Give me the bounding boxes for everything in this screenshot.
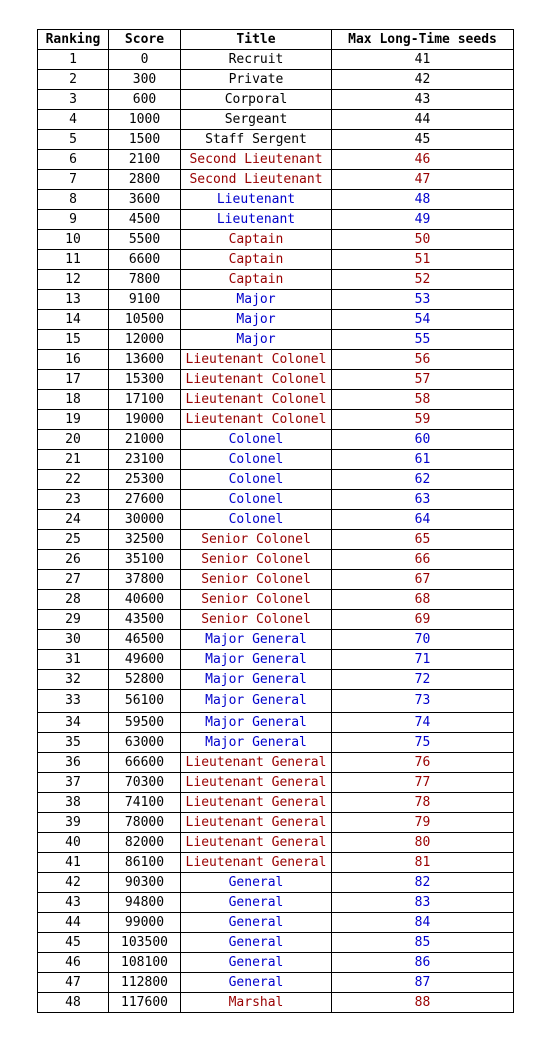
title-cell: Lieutenant General: [181, 773, 332, 793]
seeds-cell: 46: [332, 150, 514, 170]
title-cell: General: [181, 893, 332, 913]
title-cell: Lieutenant Colonel: [181, 370, 332, 390]
seeds-cell: 59: [332, 410, 514, 430]
ranking-cell: 38: [38, 793, 109, 813]
score-cell: 37800: [109, 570, 181, 590]
score-cell: 78000: [109, 813, 181, 833]
seeds-cell: 56: [332, 350, 514, 370]
title-cell: Marshal: [181, 993, 332, 1013]
ranking-cell: 3: [38, 90, 109, 110]
title-cell: Major General: [181, 733, 332, 753]
seeds-cell: 54: [332, 310, 514, 330]
table-row: [38, 510, 514, 530]
score-cell: 86100: [109, 853, 181, 873]
title-cell: Sergeant: [181, 110, 332, 130]
ranking-cell: 19: [38, 410, 109, 430]
title-cell: Lieutenant General: [181, 793, 332, 813]
score-cell: 103500: [109, 933, 181, 953]
score-cell: 46500: [109, 630, 181, 650]
score-cell: 10500: [109, 310, 181, 330]
title-cell: Corporal: [181, 90, 332, 110]
ranking-cell: 35: [38, 733, 109, 753]
table-row: [38, 230, 514, 250]
score-cell: 74100: [109, 793, 181, 813]
seeds-cell: 85: [332, 933, 514, 953]
table-row: [38, 270, 514, 290]
score-cell: 27600: [109, 490, 181, 510]
table-row: [38, 813, 514, 833]
score-cell: 21000: [109, 430, 181, 450]
title-cell: General: [181, 913, 332, 933]
ranking-cell: 27: [38, 570, 109, 590]
seeds-cell: 64: [332, 510, 514, 530]
table-row: [38, 130, 514, 150]
seeds-cell: 57: [332, 370, 514, 390]
score-cell: 117600: [109, 993, 181, 1013]
title-cell: Lieutenant General: [181, 813, 332, 833]
title-cell: Colonel: [181, 510, 332, 530]
ranking-cell: 45: [38, 933, 109, 953]
seeds-cell: 84: [332, 913, 514, 933]
score-cell: 94800: [109, 893, 181, 913]
seeds-cell: 61: [332, 450, 514, 470]
title-cell: Recruit: [181, 50, 332, 70]
title-cell: Private: [181, 70, 332, 90]
table-row: [38, 430, 514, 450]
seeds-cell: 70: [332, 630, 514, 650]
seeds-cell: 78: [332, 793, 514, 813]
score-cell: 12000: [109, 330, 181, 350]
seeds-cell: 53: [332, 290, 514, 310]
score-cell: 52800: [109, 670, 181, 690]
title-cell: Lieutenant General: [181, 853, 332, 873]
ranking-cell: 29: [38, 610, 109, 630]
ranking-cell: 1: [38, 50, 109, 70]
ranking-cell: 40: [38, 833, 109, 853]
title-cell: Captain: [181, 270, 332, 290]
header-ranking: Ranking: [38, 30, 109, 50]
seeds-cell: 48: [332, 190, 514, 210]
score-cell: 15300: [109, 370, 181, 390]
seeds-cell: 87: [332, 973, 514, 993]
table-row: [38, 310, 514, 330]
table-row: [38, 170, 514, 190]
score-cell: 59500: [109, 713, 181, 733]
title-cell: Staff Sergent: [181, 130, 332, 150]
title-cell: Senior Colonel: [181, 530, 332, 550]
score-cell: 108100: [109, 953, 181, 973]
table-row: [38, 973, 514, 993]
table-row: [38, 793, 514, 813]
table-row: [38, 50, 514, 70]
table-row: [38, 713, 514, 733]
ranking-cell: 46: [38, 953, 109, 973]
score-cell: 19000: [109, 410, 181, 430]
title-cell: General: [181, 953, 332, 973]
table-row: [38, 110, 514, 130]
score-cell: 600: [109, 90, 181, 110]
ranking-cell: 17: [38, 370, 109, 390]
score-cell: 49600: [109, 650, 181, 670]
table-row: [38, 530, 514, 550]
table-body: [38, 50, 514, 1013]
score-cell: 82000: [109, 833, 181, 853]
ranking-cell: 47: [38, 973, 109, 993]
title-cell: Senior Colonel: [181, 550, 332, 570]
ranking-cell: 42: [38, 873, 109, 893]
table-row: [38, 150, 514, 170]
title-cell: Senior Colonel: [181, 590, 332, 610]
score-cell: 5500: [109, 230, 181, 250]
seeds-cell: 65: [332, 530, 514, 550]
seeds-cell: 50: [332, 230, 514, 250]
table-row: [38, 933, 514, 953]
score-cell: 63000: [109, 733, 181, 753]
seeds-cell: 71: [332, 650, 514, 670]
title-cell: Lieutenant General: [181, 753, 332, 773]
score-cell: 9100: [109, 290, 181, 310]
score-cell: 6600: [109, 250, 181, 270]
score-cell: 112800: [109, 973, 181, 993]
seeds-cell: 86: [332, 953, 514, 973]
score-cell: 2100: [109, 150, 181, 170]
table-row: [38, 993, 514, 1013]
seeds-cell: 51: [332, 250, 514, 270]
seeds-cell: 88: [332, 993, 514, 1013]
seeds-cell: 72: [332, 670, 514, 690]
seeds-cell: 52: [332, 270, 514, 290]
ranking-cell: 14: [38, 310, 109, 330]
seeds-cell: 80: [332, 833, 514, 853]
ranking-cell: 44: [38, 913, 109, 933]
table-row: [38, 370, 514, 390]
table-row: [38, 570, 514, 590]
score-cell: 43500: [109, 610, 181, 630]
ranking-cell: 48: [38, 993, 109, 1013]
ranking-cell: 26: [38, 550, 109, 570]
header-row: [38, 30, 514, 50]
title-cell: Captain: [181, 230, 332, 250]
score-cell: 300: [109, 70, 181, 90]
score-cell: 70300: [109, 773, 181, 793]
ranking-cell: 20: [38, 430, 109, 450]
table-row: [38, 350, 514, 370]
table-row: [38, 490, 514, 510]
seeds-cell: 62: [332, 470, 514, 490]
ranking-cell: 9: [38, 210, 109, 230]
ranking-cell: 32: [38, 670, 109, 690]
title-cell: Lieutenant Colonel: [181, 350, 332, 370]
title-cell: Major General: [181, 670, 332, 690]
table-row: [38, 853, 514, 873]
seeds-cell: 83: [332, 893, 514, 913]
ranking-cell: 2: [38, 70, 109, 90]
title-cell: Lieutenant: [181, 190, 332, 210]
score-cell: 99000: [109, 913, 181, 933]
score-cell: 66600: [109, 753, 181, 773]
seeds-cell: 69: [332, 610, 514, 630]
seeds-cell: 75: [332, 733, 514, 753]
title-cell: Major: [181, 310, 332, 330]
ranking-cell: 34: [38, 713, 109, 733]
ranking-cell: 11: [38, 250, 109, 270]
header-seeds: Max Long-Time seeds: [332, 30, 514, 50]
ranking-cell: 18: [38, 390, 109, 410]
score-cell: 35100: [109, 550, 181, 570]
seeds-cell: 73: [332, 690, 514, 713]
score-cell: 2800: [109, 170, 181, 190]
table-row: [38, 873, 514, 893]
table-row: [38, 630, 514, 650]
score-cell: 25300: [109, 470, 181, 490]
table-row: [38, 733, 514, 753]
seeds-cell: 45: [332, 130, 514, 150]
table-row: [38, 913, 514, 933]
score-cell: 30000: [109, 510, 181, 530]
ranking-cell: 16: [38, 350, 109, 370]
title-cell: Lieutenant Colonel: [181, 390, 332, 410]
seeds-cell: 74: [332, 713, 514, 733]
score-cell: 3600: [109, 190, 181, 210]
table-row: [38, 90, 514, 110]
score-cell: 4500: [109, 210, 181, 230]
table-row: [38, 670, 514, 690]
table-row: [38, 753, 514, 773]
table-row: [38, 773, 514, 793]
table-row: [38, 550, 514, 570]
table-row: [38, 690, 514, 713]
title-cell: Major: [181, 330, 332, 350]
seeds-cell: 42: [332, 70, 514, 90]
table-row: [38, 410, 514, 430]
title-cell: Colonel: [181, 490, 332, 510]
seeds-cell: 49: [332, 210, 514, 230]
score-cell: 23100: [109, 450, 181, 470]
table-row: [38, 610, 514, 630]
ranking-cell: 5: [38, 130, 109, 150]
ranking-cell: 41: [38, 853, 109, 873]
table-row: [38, 893, 514, 913]
title-cell: Major: [181, 290, 332, 310]
ranking-cell: 24: [38, 510, 109, 530]
seeds-cell: 82: [332, 873, 514, 893]
score-cell: 32500: [109, 530, 181, 550]
table-row: [38, 330, 514, 350]
score-cell: 40600: [109, 590, 181, 610]
title-cell: Major General: [181, 630, 332, 650]
table-row: [38, 590, 514, 610]
score-cell: 90300: [109, 873, 181, 893]
table-row: [38, 470, 514, 490]
table-row: [38, 650, 514, 670]
ranking-cell: 28: [38, 590, 109, 610]
title-cell: Second Lieutenant: [181, 150, 332, 170]
seeds-cell: 47: [332, 170, 514, 190]
seeds-cell: 58: [332, 390, 514, 410]
title-cell: Senior Colonel: [181, 610, 332, 630]
seeds-cell: 43: [332, 90, 514, 110]
seeds-cell: 41: [332, 50, 514, 70]
score-cell: 1500: [109, 130, 181, 150]
title-cell: Lieutenant: [181, 210, 332, 230]
ranking-cell: 39: [38, 813, 109, 833]
score-cell: 7800: [109, 270, 181, 290]
table-row: [38, 210, 514, 230]
title-cell: Lieutenant General: [181, 833, 332, 853]
table-row: [38, 290, 514, 310]
ranking-cell: 15: [38, 330, 109, 350]
seeds-cell: 44: [332, 110, 514, 130]
ranking-cell: 7: [38, 170, 109, 190]
title-cell: Colonel: [181, 470, 332, 490]
title-cell: Major General: [181, 713, 332, 733]
table-row: [38, 70, 514, 90]
ranking-cell: 33: [38, 690, 109, 713]
table-row: [38, 450, 514, 470]
score-cell: 1000: [109, 110, 181, 130]
seeds-cell: 67: [332, 570, 514, 590]
title-cell: Senior Colonel: [181, 570, 332, 590]
table-row: [38, 390, 514, 410]
ranking-cell: 10: [38, 230, 109, 250]
ranking-cell: 43: [38, 893, 109, 913]
seeds-cell: 55: [332, 330, 514, 350]
ranking-cell: 22: [38, 470, 109, 490]
title-cell: Second Lieutenant: [181, 170, 332, 190]
title-cell: Colonel: [181, 450, 332, 470]
ranking-cell: 23: [38, 490, 109, 510]
ranking-cell: 21: [38, 450, 109, 470]
title-cell: Captain: [181, 250, 332, 270]
table-row: [38, 833, 514, 853]
title-cell: General: [181, 873, 332, 893]
score-cell: 0: [109, 50, 181, 70]
ranking-cell: 8: [38, 190, 109, 210]
seeds-cell: 66: [332, 550, 514, 570]
header-title: Title: [181, 30, 332, 50]
ranking-cell: 36: [38, 753, 109, 773]
rank-table: [37, 29, 514, 1013]
ranking-cell: 25: [38, 530, 109, 550]
score-cell: 13600: [109, 350, 181, 370]
title-cell: Major General: [181, 650, 332, 670]
seeds-cell: 68: [332, 590, 514, 610]
ranking-cell: 12: [38, 270, 109, 290]
seeds-cell: 76: [332, 753, 514, 773]
score-cell: 56100: [109, 690, 181, 713]
score-cell: 17100: [109, 390, 181, 410]
title-cell: Lieutenant Colonel: [181, 410, 332, 430]
ranking-cell: 37: [38, 773, 109, 793]
seeds-cell: 81: [332, 853, 514, 873]
table-row: [38, 250, 514, 270]
seeds-cell: 79: [332, 813, 514, 833]
ranking-cell: 31: [38, 650, 109, 670]
table-row: [38, 190, 514, 210]
title-cell: Major General: [181, 690, 332, 713]
table-row: [38, 953, 514, 973]
ranking-cell: 30: [38, 630, 109, 650]
ranking-cell: 4: [38, 110, 109, 130]
ranking-cell: 6: [38, 150, 109, 170]
title-cell: General: [181, 933, 332, 953]
title-cell: General: [181, 973, 332, 993]
seeds-cell: 63: [332, 490, 514, 510]
title-cell: Colonel: [181, 430, 332, 450]
header-score: Score: [109, 30, 181, 50]
seeds-cell: 60: [332, 430, 514, 450]
ranking-cell: 13: [38, 290, 109, 310]
seeds-cell: 77: [332, 773, 514, 793]
